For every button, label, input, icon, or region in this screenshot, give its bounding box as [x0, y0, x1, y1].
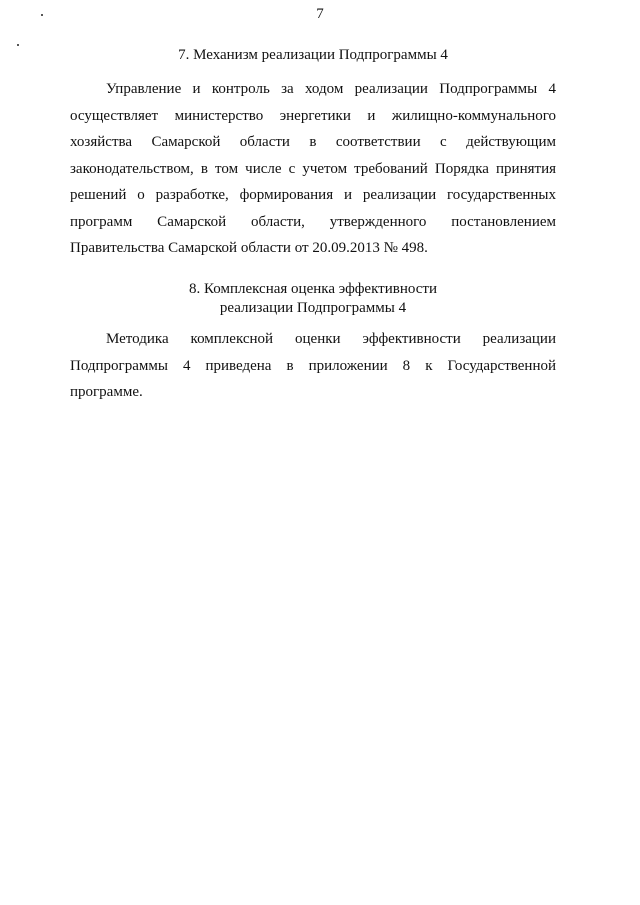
paragraph-line: Правительства Самарской области от 20.09.2013 № 498.	[70, 240, 428, 256]
paragraph-line: Методика комплексной оценки эффективности реализации	[106, 331, 556, 347]
page-number: 7	[316, 6, 324, 22]
paragraph-line: решений о разработке, формирования и реализации государственных	[70, 187, 556, 203]
paragraph-line: программ Самарской области, утвержденного постановлением	[70, 213, 556, 230]
paragraph-line: хозяйства Самарской области в соответствии с действующим	[70, 134, 556, 150]
section-title-7	[70, 46, 556, 65]
paragraph-line: Управление и контроль за ходом реализации Подпрограммы 4	[106, 81, 556, 97]
section-7-paragraph	[70, 76, 556, 262]
scan-speck	[41, 14, 43, 16]
paragraph-line: осуществляет министерство энергетики и жилищно-коммунального	[70, 107, 556, 124]
section-title-line: 8. Комплексная оценка эффективности	[189, 281, 437, 297]
paragraph-line: программе.	[70, 384, 143, 400]
scan-speck	[17, 44, 19, 46]
paragraph-line: Подпрограммы 4 приведена в приложении 8 к Государственной	[70, 357, 556, 374]
section-title-line: 7. Механизм реализации Подпрограммы 4	[178, 47, 448, 63]
section-title-8	[70, 280, 556, 318]
paragraph-line: законодательством, в том числе с учетом требований Порядка принятия	[70, 160, 556, 177]
section-title-line: реализации Подпрограммы 4	[219, 300, 407, 316]
section-8-paragraph	[70, 326, 556, 406]
